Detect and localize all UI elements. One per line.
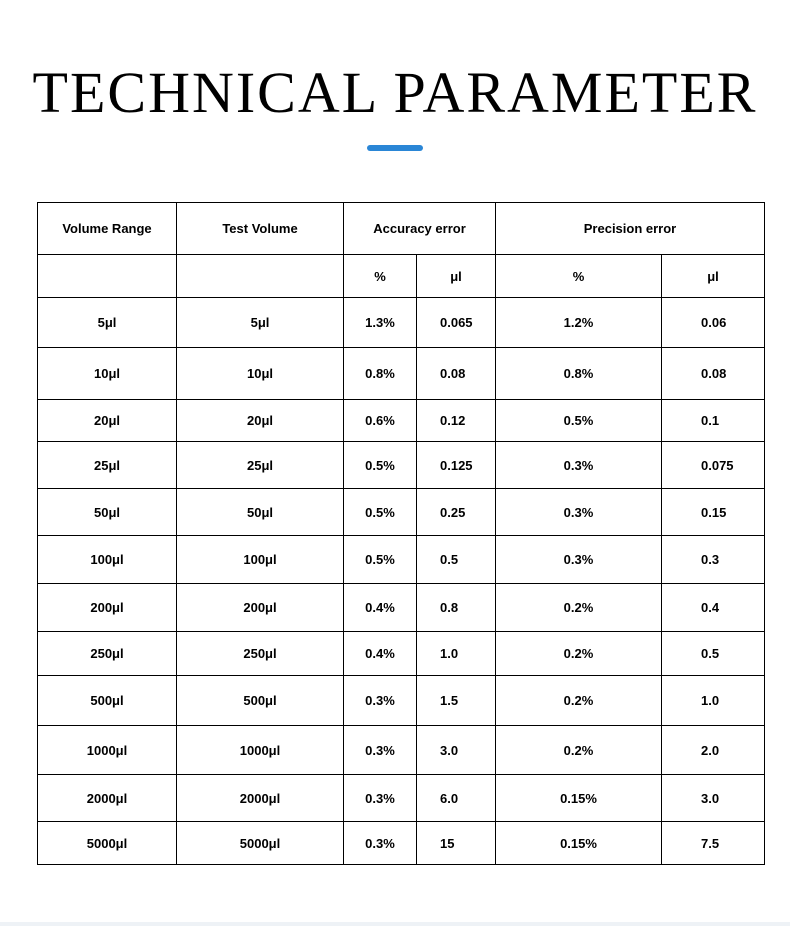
subheader-volume-range bbox=[38, 255, 177, 298]
table-row bbox=[38, 775, 765, 822]
table-row bbox=[38, 584, 765, 632]
cell-volume-range: 2000μl bbox=[38, 775, 177, 822]
cell-precision-percent: 0.3% bbox=[496, 442, 662, 489]
cell-accuracy-percent: 0.5% bbox=[344, 442, 417, 489]
cell-volume-range: 10μl bbox=[38, 348, 177, 400]
cell-accuracy-percent: 1.3% bbox=[344, 298, 417, 348]
subheader-precision-percent: % bbox=[496, 255, 662, 298]
cell-precision-percent: 0.15% bbox=[496, 822, 662, 865]
subheader-accuracy-ul: μl bbox=[417, 255, 496, 298]
cell-accuracy-ul: 15 bbox=[417, 822, 496, 865]
cell-test-volume: 200μl bbox=[177, 584, 344, 632]
table-row bbox=[38, 442, 765, 489]
cell-accuracy-ul: 0.12 bbox=[417, 400, 496, 442]
cell-accuracy-percent: 0.4% bbox=[344, 632, 417, 676]
cell-test-volume: 10μl bbox=[177, 348, 344, 400]
cell-accuracy-percent: 0.6% bbox=[344, 400, 417, 442]
cell-precision-percent: 0.2% bbox=[496, 676, 662, 726]
cell-volume-range: 500μl bbox=[38, 676, 177, 726]
page-title: TECHNICAL PARAMETER bbox=[32, 60, 758, 125]
cell-test-volume: 2000μl bbox=[177, 775, 344, 822]
cell-accuracy-percent: 0.3% bbox=[344, 822, 417, 865]
cell-precision-ul: 0.4 bbox=[662, 584, 765, 632]
cell-test-volume: 5000μl bbox=[177, 822, 344, 865]
cell-precision-percent: 0.2% bbox=[496, 584, 662, 632]
cell-test-volume: 500μl bbox=[177, 676, 344, 726]
cell-precision-ul: 0.15 bbox=[662, 489, 765, 536]
cell-accuracy-percent: 0.8% bbox=[344, 348, 417, 400]
table-row bbox=[38, 676, 765, 726]
cell-precision-percent: 0.15% bbox=[496, 775, 662, 822]
cell-test-volume: 250μl bbox=[177, 632, 344, 676]
cell-test-volume: 5μl bbox=[177, 298, 344, 348]
subheader-test-volume bbox=[177, 255, 344, 298]
table-row bbox=[38, 536, 765, 584]
cell-volume-range: 1000μl bbox=[38, 726, 177, 775]
table-row bbox=[38, 822, 765, 865]
cell-volume-range: 5μl bbox=[38, 298, 177, 348]
cell-accuracy-ul: 0.125 bbox=[417, 442, 496, 489]
cell-accuracy-percent: 0.3% bbox=[344, 676, 417, 726]
cell-accuracy-ul: 0.25 bbox=[417, 489, 496, 536]
cell-volume-range: 25μl bbox=[38, 442, 177, 489]
table-subheader-row bbox=[38, 255, 765, 298]
cell-test-volume: 50μl bbox=[177, 489, 344, 536]
cell-accuracy-ul: 0.5 bbox=[417, 536, 496, 584]
cell-test-volume: 25μl bbox=[177, 442, 344, 489]
cell-precision-ul: 3.0 bbox=[662, 775, 765, 822]
cell-accuracy-percent: 0.5% bbox=[344, 489, 417, 536]
table-row bbox=[38, 400, 765, 442]
cell-test-volume: 1000μl bbox=[177, 726, 344, 775]
table-row bbox=[38, 726, 765, 775]
cell-accuracy-percent: 0.3% bbox=[344, 775, 417, 822]
cell-test-volume: 100μl bbox=[177, 536, 344, 584]
cell-test-volume: 20μl bbox=[177, 400, 344, 442]
cell-volume-range: 20μl bbox=[38, 400, 177, 442]
cell-precision-ul: 0.5 bbox=[662, 632, 765, 676]
header-precision-error: Precision error bbox=[496, 203, 765, 255]
table-row bbox=[38, 348, 765, 400]
cell-precision-percent: 0.2% bbox=[496, 632, 662, 676]
cell-accuracy-percent: 0.3% bbox=[344, 726, 417, 775]
cell-precision-ul: 0.075 bbox=[662, 442, 765, 489]
cell-precision-ul: 0.3 bbox=[662, 536, 765, 584]
cell-accuracy-percent: 0.5% bbox=[344, 536, 417, 584]
cell-volume-range: 50μl bbox=[38, 489, 177, 536]
cell-accuracy-ul: 6.0 bbox=[417, 775, 496, 822]
subheader-precision-ul: μl bbox=[662, 255, 765, 298]
cell-accuracy-percent: 0.4% bbox=[344, 584, 417, 632]
cell-volume-range: 250μl bbox=[38, 632, 177, 676]
table-row bbox=[38, 489, 765, 536]
cell-accuracy-ul: 0.08 bbox=[417, 348, 496, 400]
cell-accuracy-ul: 1.0 bbox=[417, 632, 496, 676]
cell-precision-ul: 0.06 bbox=[662, 298, 765, 348]
cell-precision-percent: 0.2% bbox=[496, 726, 662, 775]
header-accuracy-error: Accuracy error bbox=[344, 203, 496, 255]
cell-accuracy-ul: 0.065 bbox=[417, 298, 496, 348]
cell-precision-ul: 7.5 bbox=[662, 822, 765, 865]
cell-precision-percent: 0.5% bbox=[496, 400, 662, 442]
cell-accuracy-ul: 3.0 bbox=[417, 726, 496, 775]
cell-precision-percent: 1.2% bbox=[496, 298, 662, 348]
subheader-accuracy-percent: % bbox=[344, 255, 417, 298]
cell-precision-ul: 2.0 bbox=[662, 726, 765, 775]
cell-precision-ul: 0.08 bbox=[662, 348, 765, 400]
cell-volume-range: 5000μl bbox=[38, 822, 177, 865]
header-test-volume: Test Volume bbox=[177, 203, 344, 255]
header-volume-range: Volume Range bbox=[38, 203, 177, 255]
cell-precision-percent: 0.3% bbox=[496, 489, 662, 536]
title-accent-bar bbox=[367, 145, 423, 151]
cell-accuracy-ul: 1.5 bbox=[417, 676, 496, 726]
parameter-table bbox=[37, 202, 765, 865]
cell-precision-percent: 0.8% bbox=[496, 348, 662, 400]
table-row bbox=[38, 298, 765, 348]
cell-precision-ul: 0.1 bbox=[662, 400, 765, 442]
table-row bbox=[38, 632, 765, 676]
table-header-row bbox=[38, 203, 765, 255]
cell-precision-percent: 0.3% bbox=[496, 536, 662, 584]
cell-volume-range: 200μl bbox=[38, 584, 177, 632]
cell-accuracy-ul: 0.8 bbox=[417, 584, 496, 632]
cell-precision-ul: 1.0 bbox=[662, 676, 765, 726]
cell-volume-range: 100μl bbox=[38, 536, 177, 584]
bottom-divider bbox=[0, 922, 790, 926]
